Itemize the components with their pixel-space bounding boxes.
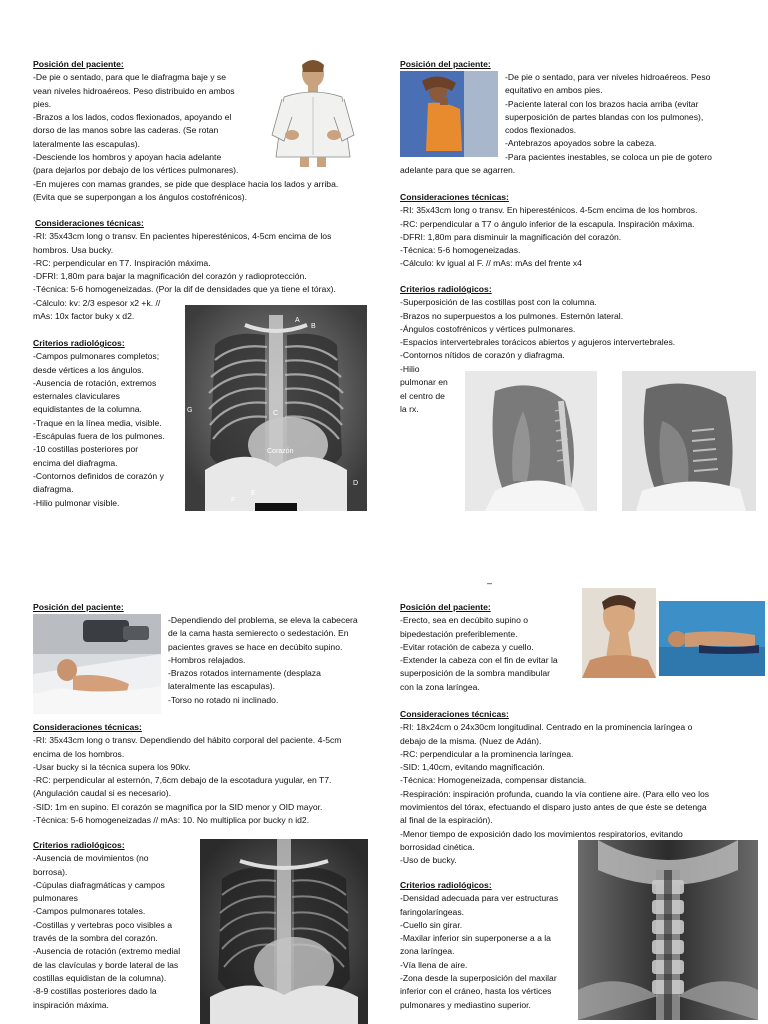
q1-xray-label-b: B <box>311 323 316 330</box>
q3-position-title: Posición del paciente: <box>33 602 124 612</box>
q2-position-section <box>400 58 760 71</box>
q3-position-text: -Dependiendo del problema, se eleva la cabecera de la cama hasta semierecto o sedestación. En pacientes graves se hace en decúbito supino. -Hombros relajados. -Brazos rotados internamente (desplaza lateralmente las escapulas). -Torso no rotado ni inclinado. <box>168 615 358 705</box>
q2-criteria-text: -Superposición de las costillas post con la columna. -Brazos no superpuestos a los pulmones. Esternón lateral. -Ángulos costofrénicos y vértices pulmonares. -Espacios intervertebrales torácicos abiertos y agujeros intervertebrales. -Contornos nítidos de corazón y diafragma. <box>400 297 676 361</box>
page-separator: – <box>487 578 493 588</box>
q2-patient-lateral-photo <box>400 71 498 157</box>
q1-chest-xray-pa <box>185 305 367 511</box>
q2-criteria-section <box>400 283 760 363</box>
q1-xray-label-d: D <box>353 480 359 487</box>
q4-neck-photo <box>582 588 656 678</box>
q4-position-text: -Erecto, sea en decúbito supino o bipedestación preferiblemente. -Evitar rotación de cabeza y cuello. -Extender la cabeza con el fin de evitar la superposición de la sombra mandibular con la zona laríngea. <box>400 615 558 692</box>
q3-criteria-title: Criterios radiológicos: <box>33 840 125 850</box>
q2-technical-title: Consideraciones técnicas: <box>400 192 509 202</box>
q4-supine-patient-photo <box>659 601 765 676</box>
q3-criteria-section <box>33 839 198 1012</box>
q3-supine-chest-xray <box>200 839 368 1024</box>
q3-technical-text: -RI: 35x43cm long o transv. Dependiendo del hábito corporal del paciente. 4-5cm encima de los hombros. -Usar bucky si la técnica supera los 90kv. -RC: perpendicular al esternón, 7,6cm debajo de la escotadura yugular, en T7. (Angulación caudal si es necesario). -SID: 1m en supino. El corazón se magnifica por la SID menor y OID mayor. -Técnica: 5-6 homogeneizadas // mAs: 10. No multiplica por bucky n id2. <box>33 735 342 826</box>
q2-technical-section <box>400 191 760 271</box>
q1-position-title: Posición del paciente: <box>33 59 124 69</box>
q2-criteria-title: Criterios radiológicos: <box>400 284 492 294</box>
q3-technical-section <box>33 721 378 827</box>
q2-criteria-tail: -Hilio pulmonar en el centro de la rx. <box>400 364 448 414</box>
q3-position-section <box>33 601 373 614</box>
q3-position-text-block <box>168 614 378 707</box>
q3-criteria-text: -Ausencia de movimientos (no borrosa). -Cúpulas diafragmáticas y campos pulmonares -Campos pulmonares totales. -Costillas y vertebras poco visibles a través de la sombra del corazón. -Ausencia de rotación (extremo medial de las clavículas y borde lateral de las costillas equidistan de la columna). -8-9 costillas posteriores dado la inspiración máxima. <box>33 853 181 1010</box>
q3-patient-bed-photo <box>33 614 161 714</box>
q2-position-text: -De pie o sentado, para ver niveles hidroaéreos. Peso equitativo en ambos pies. -Paciente lateral con los brazos hacia arriba (evitar superposición de partes blandas con los pulmones), codos flexionados. -Antebrazos apoyados sobre la cabeza. -Para pacientes inestables, se coloca un pie de gotero <box>505 72 712 162</box>
q3-technical-title: Consideraciones técnicas: <box>33 722 142 732</box>
q4-position-section <box>400 601 580 694</box>
q2-position-text-block <box>505 71 760 164</box>
q4-criteria-section <box>400 879 575 1012</box>
q2-lateral-xray-2 <box>622 371 756 511</box>
q2-technical-text: -RI: 35x43cm long o transv. En hiperesténicos. 4-5cm encima de los hombros. -RC: perpendicular a T7 o ángulo inferior de la escapula. Inspiración máxima. -DFRI: 1,80m para disminuir la magnificación del corazón. -Técnica: 5-6 homogeneizadas. -Cálculo: kv igual al F. // mAs: mAs del frente x4 <box>400 205 698 269</box>
q1-xray-label-f: F <box>231 497 236 504</box>
q1-xray-label-c: C <box>273 410 279 417</box>
q2-lateral-xray-1 <box>465 371 597 511</box>
q4-criteria-title: Criterios radiológicos: <box>400 880 492 890</box>
q2-position-text-continued <box>400 164 760 177</box>
q1-xray-label-g: G <box>187 407 193 414</box>
q4-neck-xray-ap <box>578 840 758 1020</box>
q1-xray-label-a: A <box>295 317 300 324</box>
q1-position-text: -De pie o sentado, para que le diafragma baje y se vean niveles hidroaéreos. Peso distribuido en ambos pies. -Brazos a los lados, codos flexionados, apoyando el dorso de las manos sobre las caderas. (Se rotan lateralmente las escapulas). -Desciende los hombros y apoyan hacia adelante (para dejarlos por debajo de los vértices pulmonares). -En mujeres con mamas grandes, se pide que desplace hacia los lados y arriba. (Evita que se superpongan a los ángulos costofrénicos). <box>33 72 339 202</box>
q1-technical-text: -RI: 35x43cm long o transv. En pacientes hiperesténicos, 4-5cm encima de los hombros. Usa bucky. -RC: perpendicular en T7. Inspiración máxima. -DFRI: 1,80m para bajar la magnificación del corazón y radioprotección. -Técnica: 5-6 homogeneizadas. (Por la dif de densidades que ya tiene el tórax). -Cálculo: kv: 2/3 espesor x2 +k. // mAs: 10x factor buky x d2. <box>33 231 336 322</box>
q1-xray-label-e: E <box>251 490 256 497</box>
q1-criteria-section <box>33 337 183 510</box>
q4-technical-title: Consideraciones técnicas: <box>400 709 509 719</box>
q1-patient-illustration <box>262 57 364 167</box>
q2-position-title: Posición del paciente: <box>400 59 491 69</box>
q1-xray-label-heart: Corazón <box>267 448 294 455</box>
q4-technical-text: -RI: 18x24cm o 24x30cm longitudinal. Centrado en la prominencia laríngea o debajo de la misma. (Nuez de Adán). -RC: perpendicular a la prominencia laríngea. -SID: 1,40cm, evitando magnificación. -Técnica: Homogeneizada, compensar distancia. -Respiración: inspiración profunda, cuando la vía contiene aire. (Para ello veo los movimientos del tórax, efectuando el disparo justo antes de que éste se detenga al final de la espiración). -Menor tiempo de exposición dado los movimientos respiratorios, evitando borrosidad cinética. -Uso de bucky. <box>400 722 710 866</box>
q2-criteria-tail-block <box>400 363 460 416</box>
q1-criteria-title: Criterios radiológicos: <box>33 338 125 348</box>
q4-criteria-text: -Densidad adecuada para ver estructuras faringolaríngeas. -Cuello sin girar. -Maxilar inferior sin superponerse a a la zona laríngea. -Vía llena de aire. -Zona desde la superposición del maxilar inferior con el cráneo, hasta los vértices pulmonares y mediastino superior. <box>400 893 559 1010</box>
q2-position-text-tail: adelante para que se agarren. <box>400 165 516 175</box>
q1-technical-title: Consideraciones técnicas: <box>35 218 144 228</box>
q4-position-title: Posición del paciente: <box>400 602 491 612</box>
q1-criteria-text: -Campos pulmonares completos; desde vértices a los ángulos. -Ausencia de rotación, extremos esternales claviculares equidistantes de la columna. -Traque en la línea media, visible. -Escápulas fuera de los pulmones. -10 costillas posteriores por encima del diafragma. -Contornos definidos de corazón y diafragma. -Hilio pulmonar visible. <box>33 351 165 508</box>
